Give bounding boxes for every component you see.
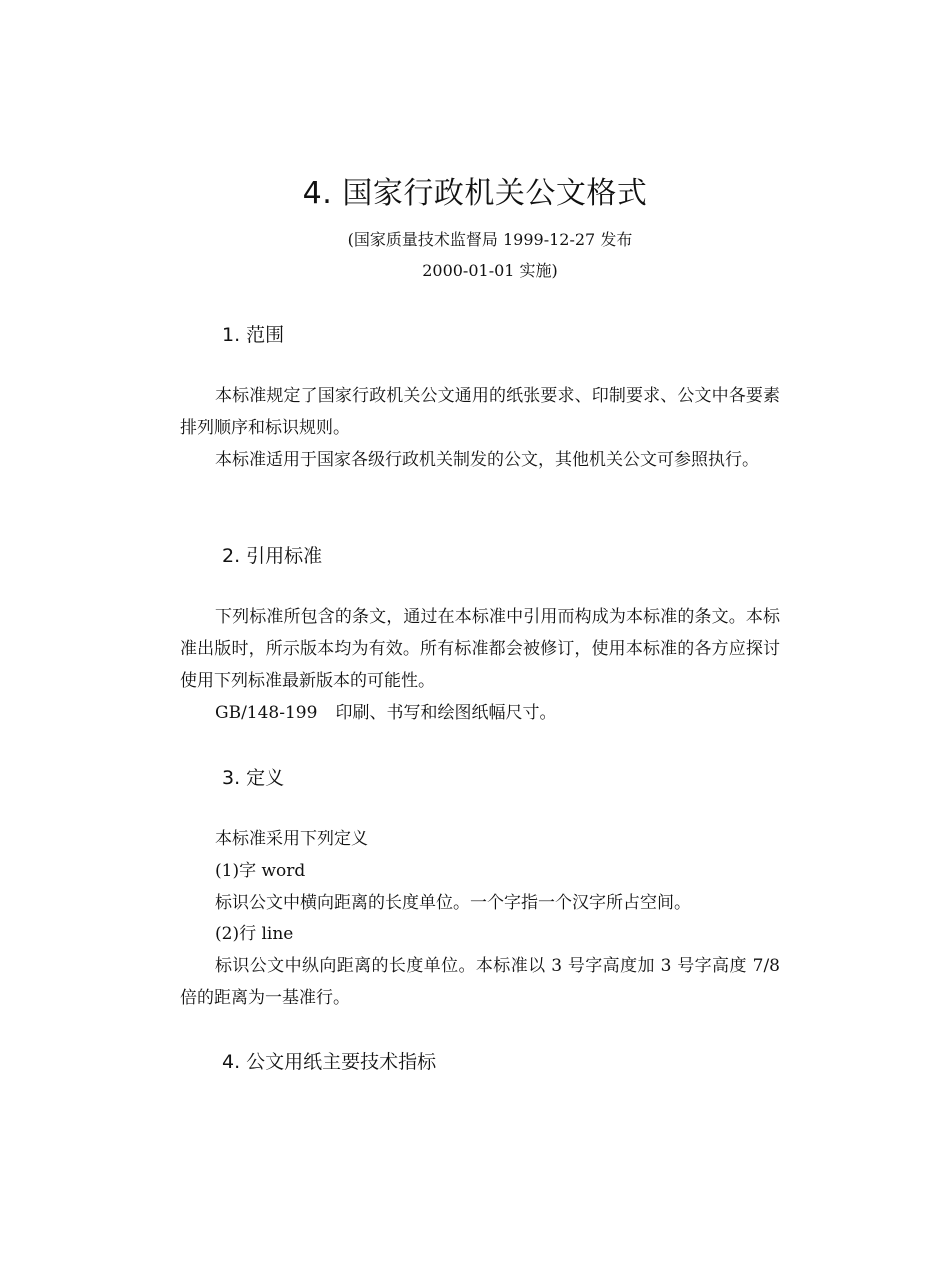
- definitions-intro: 本标准采用下列定义: [215, 829, 368, 849]
- scope-paragraph-1: 本标准规定了国家行政机关公文通用的纸张要求、印制要求、公文中各要素排列顺序和标识规则。: [180, 386, 780, 438]
- definition-text-line: 标识公文中纵向距离的长度单位。本标准以 3 号字高度加 3 号字高度 7/8 倍的距离为一基准行。: [180, 956, 780, 1008]
- section-heading-definitions: 3. 定义: [222, 767, 285, 789]
- effective-info: 2000-01-01 实施): [422, 261, 558, 280]
- scope-paragraph-2: 本标准适用于国家各级行政机关制发的公文，其他机关公文可参照执行。: [215, 450, 759, 470]
- issue-info: (国家质量技术监督局 1999-12-27 发布: [347, 230, 633, 249]
- section-heading-paper-specs: 4. 公文用纸主要技术指标: [222, 1051, 437, 1073]
- reference-name: 印刷、书写和绘图纸幅尺寸。: [335, 703, 557, 723]
- reference-code: GB/148-199: [215, 703, 318, 723]
- section-heading-references: 2. 引用标准: [222, 545, 323, 567]
- section-heading-scope: 1. 范围: [222, 324, 285, 346]
- reference-item: [215, 697, 556, 729]
- document-title: 4. 国家行政机关公文格式: [302, 176, 648, 211]
- definition-term-line: (2)行 line: [215, 924, 294, 944]
- definition-text-word: 标识公文中横向距离的长度单位。一个字指一个汉字所占空间。: [215, 893, 691, 913]
- references-paragraph: 下列标准所包含的条文，通过在本标准中引用而构成为本标准的条文。本标准出版时，所示版本均为有效。所有标准都会被修订，使用本标准的各方应探讨使用下列标准最新版本的可能性。: [180, 607, 780, 691]
- definition-term-word: (1)字 word: [215, 861, 306, 881]
